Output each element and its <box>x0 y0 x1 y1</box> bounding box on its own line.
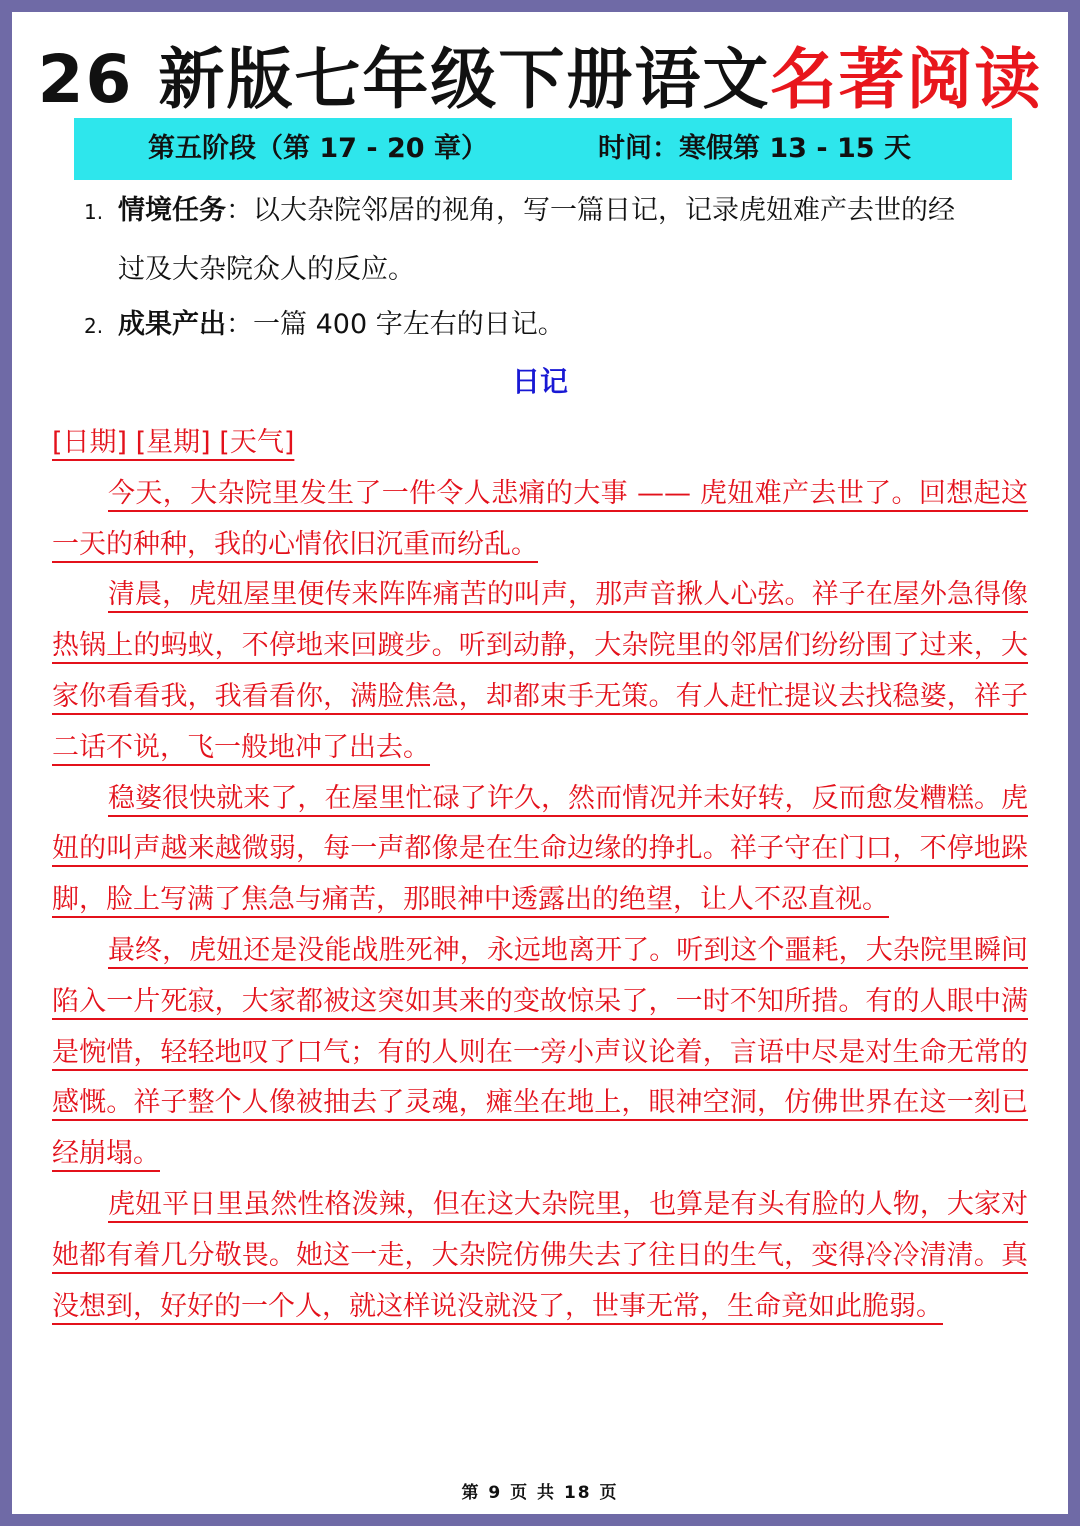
task-item-1 <box>84 182 1034 298</box>
task-number: 2. <box>84 314 104 338</box>
task-item-2 <box>84 296 1034 355</box>
title-main-text: 26 新版七年级下册语文 <box>37 41 771 118</box>
diary-paragraph: 最终，虎妞还是没能战胜死神，永远地离开了。听到这个噩耗，大杂院里瞬间陷入一片死寂，大家都被这突如其来的变故惊呆了，一时不知所措。有的人眼中满是惋惜，轻轻地叹了口气；有的人则在一旁小声议论着，言语中尽是对生命无常的感慨。祥子整个人像被抽去了灵魂，瘫坐在地上，眼神空洞，仿佛世界在这一刻已经崩塌。 <box>52 934 1028 1170</box>
diary-paragraph: 今天，大杂院里发生了一件令人悲痛的大事 —— 虎妞难产去世了。回想起这一天的种种，我的心情依旧沉重而纷乱。 <box>52 477 1028 560</box>
task-text: ：以大杂院邻居的视角，写一篇日记，记录虎妞难产去世的经 <box>226 195 955 226</box>
page-title <box>12 40 1068 120</box>
diary-body <box>52 418 1028 1332</box>
page-number: 第 9 页 共 18 页 <box>461 1483 619 1503</box>
task-label: 成果产出 <box>118 309 226 340</box>
task-number: 1. <box>84 200 104 224</box>
title-highlight-text: 名著阅读 <box>770 41 1043 118</box>
stage-banner <box>74 118 1012 180</box>
diary-paragraph: 清晨，虎妞屋里便传来阵阵痛苦的叫声，那声音揪人心弦。祥子在屋外急得像热锅上的蚂蚁，不停地来回踱步。听到动静，大杂院里的邻居们纷纷围了过来，大家你看看我，我看看你，满脸焦急，却都束手无策。有人赶忙提议去找稳婆，祥子二话不说，飞一般地冲了出去。 <box>52 579 1028 763</box>
task-text-continued: 过及大杂院众人的反应。 <box>118 254 415 285</box>
stage-label: 第五阶段（第 17 - 20 章） <box>148 133 488 164</box>
task-text: ：一篇 400 字左右的日记。 <box>226 309 565 340</box>
diary-paragraph: 虎妞平日里虽然性格泼辣，但在这大杂院里，也算是有头有脸的人物，大家对她都有着几分敬畏。她这一走，大杂院仿佛失去了往日的生气，变得冷冷清清。真没想到，好好的一个人，就这样说没就没了，世事无常，生命竟如此脆弱。 <box>52 1188 1028 1322</box>
document-page <box>12 12 1068 1514</box>
diary-title: 日记 <box>511 365 568 398</box>
time-label: 时间：寒假第 13 - 15 天 <box>598 133 911 164</box>
diary-paragraph: 稳婆很快就来了，在屋里忙碌了许久，然而情况并未好转，反而愈发糟糕。虎妞的叫声越来越微弱，每一声都像是在生命边缘的挣扎。祥子守在门口，不停地跺脚，脸上写满了焦急与痛苦，那眼神中透露出的绝望，让人不忍直视。 <box>52 782 1028 916</box>
task-label: 情境任务 <box>118 195 226 226</box>
diary-date-line: [日期] [星期] [天气] <box>52 427 295 458</box>
